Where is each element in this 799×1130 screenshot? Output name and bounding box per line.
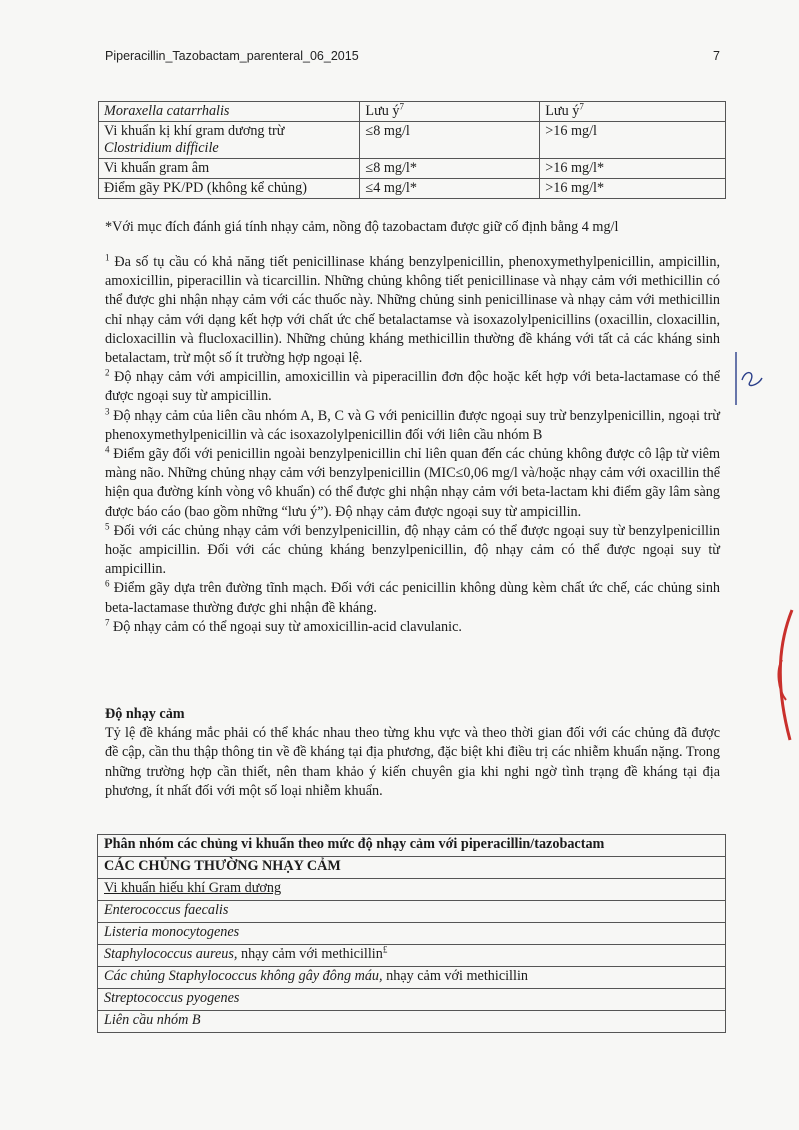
table-header-row xyxy=(98,835,726,857)
table-cell: Vi khuẩn kị khí gram dương trừ Clostridium difficile xyxy=(99,122,360,159)
page-number: 7 xyxy=(713,49,720,63)
section-heading: Độ nhạy cảm xyxy=(105,706,185,722)
organism-cell: Enterococcus faecalis xyxy=(98,901,726,923)
group-heading-cell: CÁC CHỦNG THƯỜNG NHẠY CẢM xyxy=(98,857,726,879)
table-cell: Lưu $ý^7$ xyxy=(540,102,726,122)
table-row xyxy=(99,122,726,159)
footnote: $^4$ Điểm gãy đối với penicillin ngoài benzylpenicillin chỉ liên quan đến các chủng không được cô lập từ viêm màng não. Những chủng nhạy cảm với benzylpenicillin (MIC≤0,06 mg/l và/hoặc nhạy cảm với oxacillin thể hiện qua đường kính vòng vô khuẩn) có thể được ghi nhận nhạy cảm với beta-lactam khi điểm gãy lâm sàng được báo cáo (bao gồm những “lưu ý”). Độ nhạy cảm được ngoại suy từ ampicillin. xyxy=(105,444,720,520)
table-row xyxy=(98,967,726,989)
tazobactam-note: *Với mục đích đánh giá tính nhạy cảm, nồng độ tazobactam được giữ cố định bằng 4 mg/l xyxy=(105,219,619,235)
footnote: $^1$ Đa số tụ cầu có khả năng tiết penicillinase kháng benzylpenicillin, phenoxymethylpenicillin, ampicillin, amoxicillin, piperacillin và ticarcillin. Những chủng không tiết penicillinase và nhạy cảm với methicillin có thể được ghi nhận nhạy cảm với các thuốc này. Những chủng sinh penicillinase và nhạy cảm với methicillin chỉ nhạy cảm với dạng kết hợp với chất ức chế betalactamse và isoxazolylpenicillins (oxacillin, cloxacillin, dicloxacillin và flucloxacillin). Những chủng kháng methicillin thường đề kháng với tất cả các kháng sinh betalactam, trừ một số ít trường hợp ngoại lệ. xyxy=(105,252,721,367)
table-row xyxy=(98,879,726,901)
table-cell: Lưu $ý^7$ xyxy=(360,102,540,122)
organism-cell: Liên cầu nhóm B xyxy=(98,1011,726,1033)
page-header xyxy=(105,49,720,63)
footnote: $^3$ Độ nhạy cảm của liên cầu nhóm A, B, C và G với penicillin được ngoại suy trừ benzylpenicillin, ngoại trừ phenoxymethylpenicillin và các isoxazolylpenicillin đối với liên cầu nhóm B xyxy=(105,405,720,443)
organism-cell: Listeria monocytogenes xyxy=(98,923,726,945)
breakpoint-table xyxy=(98,101,726,199)
footnote: $^6$ Điểm gãy dựa trên đường tĩnh mạch. Đối với các penicillin không dùng kèm chất ức chế, các chủng sinh beta-lactamase thường được ghi nhận đề kháng. xyxy=(105,578,721,616)
table-row xyxy=(98,989,726,1011)
table-cell: ≤4 mg/l* xyxy=(360,179,540,199)
pen-annotation xyxy=(728,350,768,410)
footnote: $^2$ Độ nhạy cảm với ampicillin, amoxicillin và piperacillin đơn độc hoặc kết hợp với beta-lactamase có thể được ngoại suy từ ampicillin. xyxy=(105,367,721,405)
organism-cell: Streptococcus pyogenes xyxy=(98,989,726,1011)
sensitivity-section xyxy=(105,705,720,801)
subgroup-cell: Vi khuẩn hiếu khí Gram dương xyxy=(98,879,726,901)
header-document-name: Piperacillin_Tazobactam_parenteral_06_2015 xyxy=(105,49,359,63)
table-cell: Moraxella catarrhalis xyxy=(99,102,360,122)
table-row xyxy=(99,179,726,199)
table-cell: Vi khuẩn gram âm xyxy=(99,159,360,179)
table-cell: ≤8 mg/l* xyxy=(360,159,540,179)
table-row xyxy=(99,159,726,179)
section-paragraph: Tỷ lệ đề kháng mắc phải có thể khác nhau theo từng khu vực và theo thời gian đối với các chủng đã được đề cập, cần thu thập thông tin về đề kháng tại địa phương, đặc biệt khi điều trị các nhiễm khuẩn nặng. Trong những trường hợp cần thiết, nên tham khảo ý kiến chuyên gia khi nghi ngờ tình trạng đề kháng tại địa phương, ít nhất đối với một số loại nhiễm khuẩn. xyxy=(105,725,720,799)
table-cell: >16 mg/l xyxy=(540,122,726,159)
table-cell: >16 mg/l* xyxy=(540,159,726,179)
table-row xyxy=(98,945,726,967)
table-cell: ≤8 mg/l xyxy=(360,122,540,159)
table-cell: >16 mg/l* xyxy=(540,179,726,199)
table-row xyxy=(98,1011,726,1033)
table-row xyxy=(99,102,726,122)
organism-cell: Các chủng Staphylococcus không gây đông máu, nhạy cảm với methicillin xyxy=(98,967,726,989)
table-row xyxy=(98,923,726,945)
table-header-cell: Phân nhóm các chủng vi khuẩn theo mức độ nhạy cảm với piperacillin/tazobactam xyxy=(98,835,726,857)
footnotes xyxy=(105,253,720,637)
footnote: $^7$ Độ nhạy cảm có thể ngoại suy từ amoxicillin-acid clavulanic. xyxy=(105,617,462,635)
table-cell: Điểm gãy PK/PD (không kể chủng) xyxy=(99,179,360,199)
footnote: $^5$ Đối với các chủng nhạy cảm với benzylpenicillin, độ nhạy cảm có thể được ngoại suy từ benzylpenicillin hoặc ampicillin. Đối với các chủng kháng benzylpenicillin, độ nhạy cảm có thể được ngoại suy từ ampicillin. xyxy=(105,521,721,578)
table-row xyxy=(98,901,726,923)
table-row xyxy=(98,857,726,879)
stamp-mark xyxy=(752,600,799,750)
susceptibility-table xyxy=(97,834,726,1033)
organism-cell: Staphylococcus aureus, nhạy cảm với methicillin£ xyxy=(98,945,726,967)
